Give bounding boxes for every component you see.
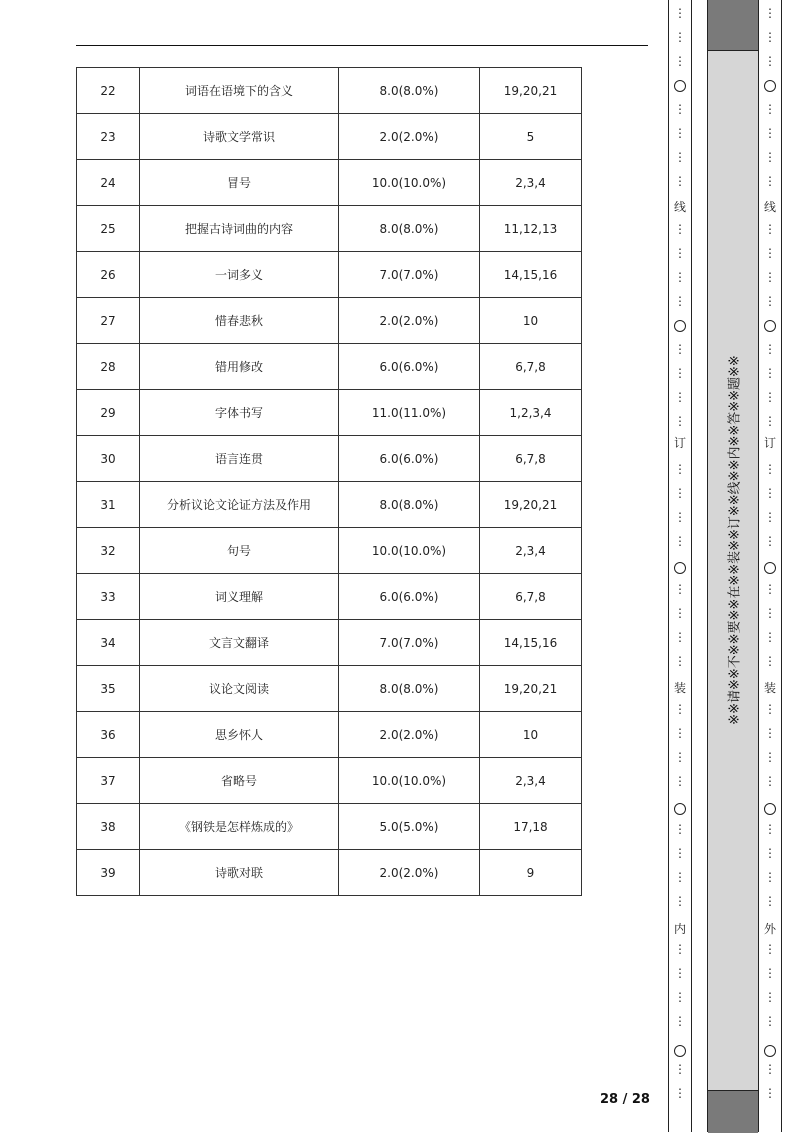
inner-inside-label: 内 xyxy=(673,922,686,936)
dotted-cut-line-icon: ⋮ xyxy=(674,510,686,524)
dotted-cut-line-icon: ⋮ xyxy=(674,726,686,740)
table-row xyxy=(77,482,582,528)
dotted-cut-line-icon: ⋮ xyxy=(764,750,776,764)
row-number-cell: 31 xyxy=(77,482,140,528)
dotted-cut-line-icon: ⋮ xyxy=(674,270,686,284)
table-row xyxy=(77,160,582,206)
dotted-cut-line-icon: ⋮ xyxy=(764,894,776,908)
row-number-cell: 27 xyxy=(77,298,140,344)
header-rule xyxy=(76,45,648,46)
dotted-cut-line-icon: ⋮ xyxy=(764,966,776,980)
knowledge-point-cell: 议论文阅读 xyxy=(140,666,339,712)
dotted-cut-line-icon: ⋮ xyxy=(764,654,776,668)
table-row xyxy=(77,390,582,436)
dotted-cut-line-icon: ⋮ xyxy=(674,582,686,596)
dotted-cut-line-icon: ⋮ xyxy=(764,630,776,644)
table-row xyxy=(77,620,582,666)
dotted-cut-line-icon: ⋮ xyxy=(764,366,776,380)
dotted-cut-line-icon: ⋮ xyxy=(764,606,776,620)
row-number-cell: 25 xyxy=(77,206,140,252)
dotted-cut-line-icon: ⋮ xyxy=(764,990,776,1004)
item-numbers-cell: 10 xyxy=(480,298,582,344)
outer-bind-label: 订 xyxy=(763,436,776,450)
outer-outside-label: 外 xyxy=(763,922,776,936)
item-numbers-cell: 6,7,8 xyxy=(480,574,582,620)
dotted-cut-line-icon: ⋮ xyxy=(674,534,686,548)
binding-hole-icon xyxy=(764,320,776,332)
dotted-cut-line-icon: ⋮ xyxy=(764,462,776,476)
row-number-cell: 26 xyxy=(77,252,140,298)
table-row xyxy=(77,804,582,850)
item-numbers-cell: 14,15,16 xyxy=(480,620,582,666)
dotted-cut-line-icon: ⋮ xyxy=(674,774,686,788)
binding-hole-icon xyxy=(764,562,776,574)
knowledge-point-cell: 字体书写 xyxy=(140,390,339,436)
knowledge-point-cell: 冒号 xyxy=(140,160,339,206)
dotted-cut-line-icon: ⋮ xyxy=(674,366,686,380)
dotted-cut-line-icon: ⋮ xyxy=(764,342,776,356)
dotted-cut-line-icon: ⋮ xyxy=(764,126,776,140)
item-numbers-cell: 19,20,21 xyxy=(480,482,582,528)
table-row xyxy=(77,114,582,160)
dotted-cut-line-icon: ⋮ xyxy=(764,390,776,404)
dotted-cut-line-icon: ⋮ xyxy=(674,990,686,1004)
table-row xyxy=(77,298,582,344)
binding-hole-icon xyxy=(674,803,686,815)
score-cell: 11.0(11.0%) xyxy=(339,390,480,436)
dotted-cut-line-icon: ⋮ xyxy=(674,1062,686,1076)
dotted-cut-line-icon: ⋮ xyxy=(674,150,686,164)
dotted-cut-line-icon: ⋮ xyxy=(764,774,776,788)
dotted-cut-line-icon: ⋮ xyxy=(674,462,686,476)
row-number-cell: 32 xyxy=(77,528,140,574)
item-numbers-cell: 11,12,13 xyxy=(480,206,582,252)
score-cell: 7.0(7.0%) xyxy=(339,620,480,666)
dotted-cut-line-icon: ⋮ xyxy=(674,30,686,44)
knowledge-point-cell: 文言文翻译 xyxy=(140,620,339,666)
dotted-cut-line-icon: ⋮ xyxy=(764,870,776,884)
dotted-cut-line-icon: ⋮ xyxy=(674,294,686,308)
score-cell: 2.0(2.0%) xyxy=(339,850,480,896)
dotted-cut-line-icon: ⋮ xyxy=(674,1086,686,1100)
item-numbers-cell: 2,3,4 xyxy=(480,758,582,804)
item-numbers-cell: 14,15,16 xyxy=(480,252,582,298)
dotted-cut-line-icon: ⋮ xyxy=(764,1086,776,1100)
dotted-cut-line-icon: ⋮ xyxy=(674,822,686,836)
table-row xyxy=(77,712,582,758)
page-number: 28 / 28 xyxy=(600,1092,650,1107)
table-row xyxy=(77,528,582,574)
dotted-cut-line-icon: ⋮ xyxy=(764,726,776,740)
row-number-cell: 34 xyxy=(77,620,140,666)
score-cell: 6.0(6.0%) xyxy=(339,436,480,482)
binding-notice-band xyxy=(707,0,759,1132)
dotted-cut-line-icon: ⋮ xyxy=(764,846,776,860)
inner-fold-label: 装 xyxy=(673,681,686,695)
knowledge-point-cell: 词语在语境下的含义 xyxy=(140,68,339,114)
knowledge-point-cell: 《钢铁是怎样炼成的》 xyxy=(140,804,339,850)
score-cell: 5.0(5.0%) xyxy=(339,804,480,850)
row-number-cell: 30 xyxy=(77,436,140,482)
dotted-cut-line-icon: ⋮ xyxy=(674,390,686,404)
row-number-cell: 33 xyxy=(77,574,140,620)
knowledge-point-cell: 一词多义 xyxy=(140,252,339,298)
dotted-cut-line-icon: ⋮ xyxy=(674,486,686,500)
dotted-cut-line-icon: ⋮ xyxy=(674,630,686,644)
dotted-cut-line-icon: ⋮ xyxy=(764,1062,776,1076)
dotted-cut-line-icon: ⋮ xyxy=(764,534,776,548)
knowledge-point-cell: 省略号 xyxy=(140,758,339,804)
dotted-cut-line-icon: ⋮ xyxy=(674,846,686,860)
inner-bind-label: 订 xyxy=(673,436,686,450)
band-top-block xyxy=(708,0,758,51)
knowledge-point-cell: 错用修改 xyxy=(140,344,339,390)
table-row xyxy=(77,574,582,620)
dotted-cut-line-icon: ⋮ xyxy=(764,150,776,164)
knowledge-point-cell: 诗歌文学常识 xyxy=(140,114,339,160)
knowledge-point-table xyxy=(76,67,582,896)
score-cell: 7.0(7.0%) xyxy=(339,252,480,298)
knowledge-point-cell: 诗歌对联 xyxy=(140,850,339,896)
dotted-cut-line-icon: ⋮ xyxy=(764,486,776,500)
row-number-cell: 24 xyxy=(77,160,140,206)
dotted-cut-line-icon: ⋮ xyxy=(674,222,686,236)
binding-hole-icon xyxy=(764,1045,776,1057)
binding-hole-icon xyxy=(674,1045,686,1057)
score-cell: 8.0(8.0%) xyxy=(339,666,480,712)
score-cell: 8.0(8.0%) xyxy=(339,206,480,252)
dotted-cut-line-icon: ⋮ xyxy=(764,1014,776,1028)
dotted-cut-line-icon: ⋮ xyxy=(674,606,686,620)
dotted-cut-line-icon: ⋮ xyxy=(764,102,776,116)
item-numbers-cell: 19,20,21 xyxy=(480,68,582,114)
item-numbers-cell: 2,3,4 xyxy=(480,528,582,574)
knowledge-point-cell: 惜春悲秋 xyxy=(140,298,339,344)
score-cell: 10.0(10.0%) xyxy=(339,528,480,574)
binding-hole-icon xyxy=(674,562,686,574)
score-cell: 2.0(2.0%) xyxy=(339,114,480,160)
item-numbers-cell: 10 xyxy=(480,712,582,758)
dotted-cut-line-icon: ⋮ xyxy=(674,126,686,140)
dotted-cut-line-icon: ⋮ xyxy=(764,222,776,236)
row-number-cell: 39 xyxy=(77,850,140,896)
item-numbers-cell: 19,20,21 xyxy=(480,666,582,712)
band-bottom-block xyxy=(708,1090,758,1133)
knowledge-point-cell: 分析议论文论证方法及作用 xyxy=(140,482,339,528)
table-row xyxy=(77,344,582,390)
table-row xyxy=(77,758,582,804)
dotted-cut-line-icon: ⋮ xyxy=(674,102,686,116)
inner-binding-strip xyxy=(668,0,692,1132)
row-number-cell: 28 xyxy=(77,344,140,390)
item-numbers-cell: 9 xyxy=(480,850,582,896)
dotted-cut-line-icon: ⋮ xyxy=(674,942,686,956)
outer-binding-strip xyxy=(758,0,782,1132)
dotted-cut-line-icon: ⋮ xyxy=(764,30,776,44)
dotted-cut-line-icon: ⋮ xyxy=(674,414,686,428)
dotted-cut-line-icon: ⋮ xyxy=(674,174,686,188)
dotted-cut-line-icon: ⋮ xyxy=(674,894,686,908)
binding-hole-icon xyxy=(764,803,776,815)
item-numbers-cell: 2,3,4 xyxy=(480,160,582,206)
item-numbers-cell: 17,18 xyxy=(480,804,582,850)
dotted-cut-line-icon: ⋮ xyxy=(764,174,776,188)
dotted-cut-line-icon: ⋮ xyxy=(764,414,776,428)
table-row xyxy=(77,666,582,712)
table-row xyxy=(77,206,582,252)
score-cell: 2.0(2.0%) xyxy=(339,298,480,344)
item-numbers-cell: 6,7,8 xyxy=(480,436,582,482)
score-cell: 8.0(8.0%) xyxy=(339,68,480,114)
table-row xyxy=(77,252,582,298)
score-cell: 6.0(6.0%) xyxy=(339,574,480,620)
score-cell: 6.0(6.0%) xyxy=(339,344,480,390)
row-number-cell: 23 xyxy=(77,114,140,160)
outer-fold-label: 装 xyxy=(763,681,776,695)
knowledge-point-cell: 把握古诗词曲的内容 xyxy=(140,206,339,252)
dotted-cut-line-icon: ⋮ xyxy=(764,942,776,956)
dotted-cut-line-icon: ⋮ xyxy=(764,582,776,596)
row-number-cell: 22 xyxy=(77,68,140,114)
binding-hole-icon xyxy=(674,80,686,92)
row-number-cell: 29 xyxy=(77,390,140,436)
dotted-cut-line-icon: ⋮ xyxy=(764,6,776,20)
item-numbers-cell: 6,7,8 xyxy=(480,344,582,390)
row-number-cell: 35 xyxy=(77,666,140,712)
no-answer-notice: ※※请※※不※※要※※在※※装※※订※※线※※内※※答※※题※※ xyxy=(727,355,743,725)
dotted-cut-line-icon: ⋮ xyxy=(674,870,686,884)
dotted-cut-line-icon: ⋮ xyxy=(674,750,686,764)
score-cell: 8.0(8.0%) xyxy=(339,482,480,528)
knowledge-point-cell: 思乡怀人 xyxy=(140,712,339,758)
dotted-cut-line-icon: ⋮ xyxy=(764,246,776,260)
score-cell: 10.0(10.0%) xyxy=(339,160,480,206)
table-row xyxy=(77,850,582,896)
row-number-cell: 38 xyxy=(77,804,140,850)
dotted-cut-line-icon: ⋮ xyxy=(764,54,776,68)
dotted-cut-line-icon: ⋮ xyxy=(674,54,686,68)
dotted-cut-line-icon: ⋮ xyxy=(674,6,686,20)
dotted-cut-line-icon: ⋮ xyxy=(674,342,686,356)
score-cell: 10.0(10.0%) xyxy=(339,758,480,804)
row-number-cell: 36 xyxy=(77,712,140,758)
dotted-cut-line-icon: ⋮ xyxy=(674,246,686,260)
dotted-cut-line-icon: ⋮ xyxy=(764,510,776,524)
dotted-cut-line-icon: ⋮ xyxy=(674,654,686,668)
dotted-cut-line-icon: ⋮ xyxy=(764,270,776,284)
table-row xyxy=(77,436,582,482)
binding-hole-icon xyxy=(764,80,776,92)
table-row xyxy=(77,68,582,114)
dotted-cut-line-icon: ⋮ xyxy=(764,294,776,308)
item-numbers-cell: 5 xyxy=(480,114,582,160)
knowledge-point-cell: 词义理解 xyxy=(140,574,339,620)
binding-hole-icon xyxy=(674,320,686,332)
row-number-cell: 37 xyxy=(77,758,140,804)
dotted-cut-line-icon: ⋮ xyxy=(674,702,686,716)
dotted-cut-line-icon: ⋮ xyxy=(674,1014,686,1028)
dotted-cut-line-icon: ⋮ xyxy=(764,822,776,836)
item-numbers-cell: 1,2,3,4 xyxy=(480,390,582,436)
knowledge-point-cell: 语言连贯 xyxy=(140,436,339,482)
knowledge-point-cell: 句号 xyxy=(140,528,339,574)
dotted-cut-line-icon: ⋮ xyxy=(674,966,686,980)
score-cell: 2.0(2.0%) xyxy=(339,712,480,758)
dotted-cut-line-icon: ⋮ xyxy=(764,702,776,716)
inner-line-label: 线 xyxy=(673,200,686,214)
outer-line-label: 线 xyxy=(763,200,776,214)
